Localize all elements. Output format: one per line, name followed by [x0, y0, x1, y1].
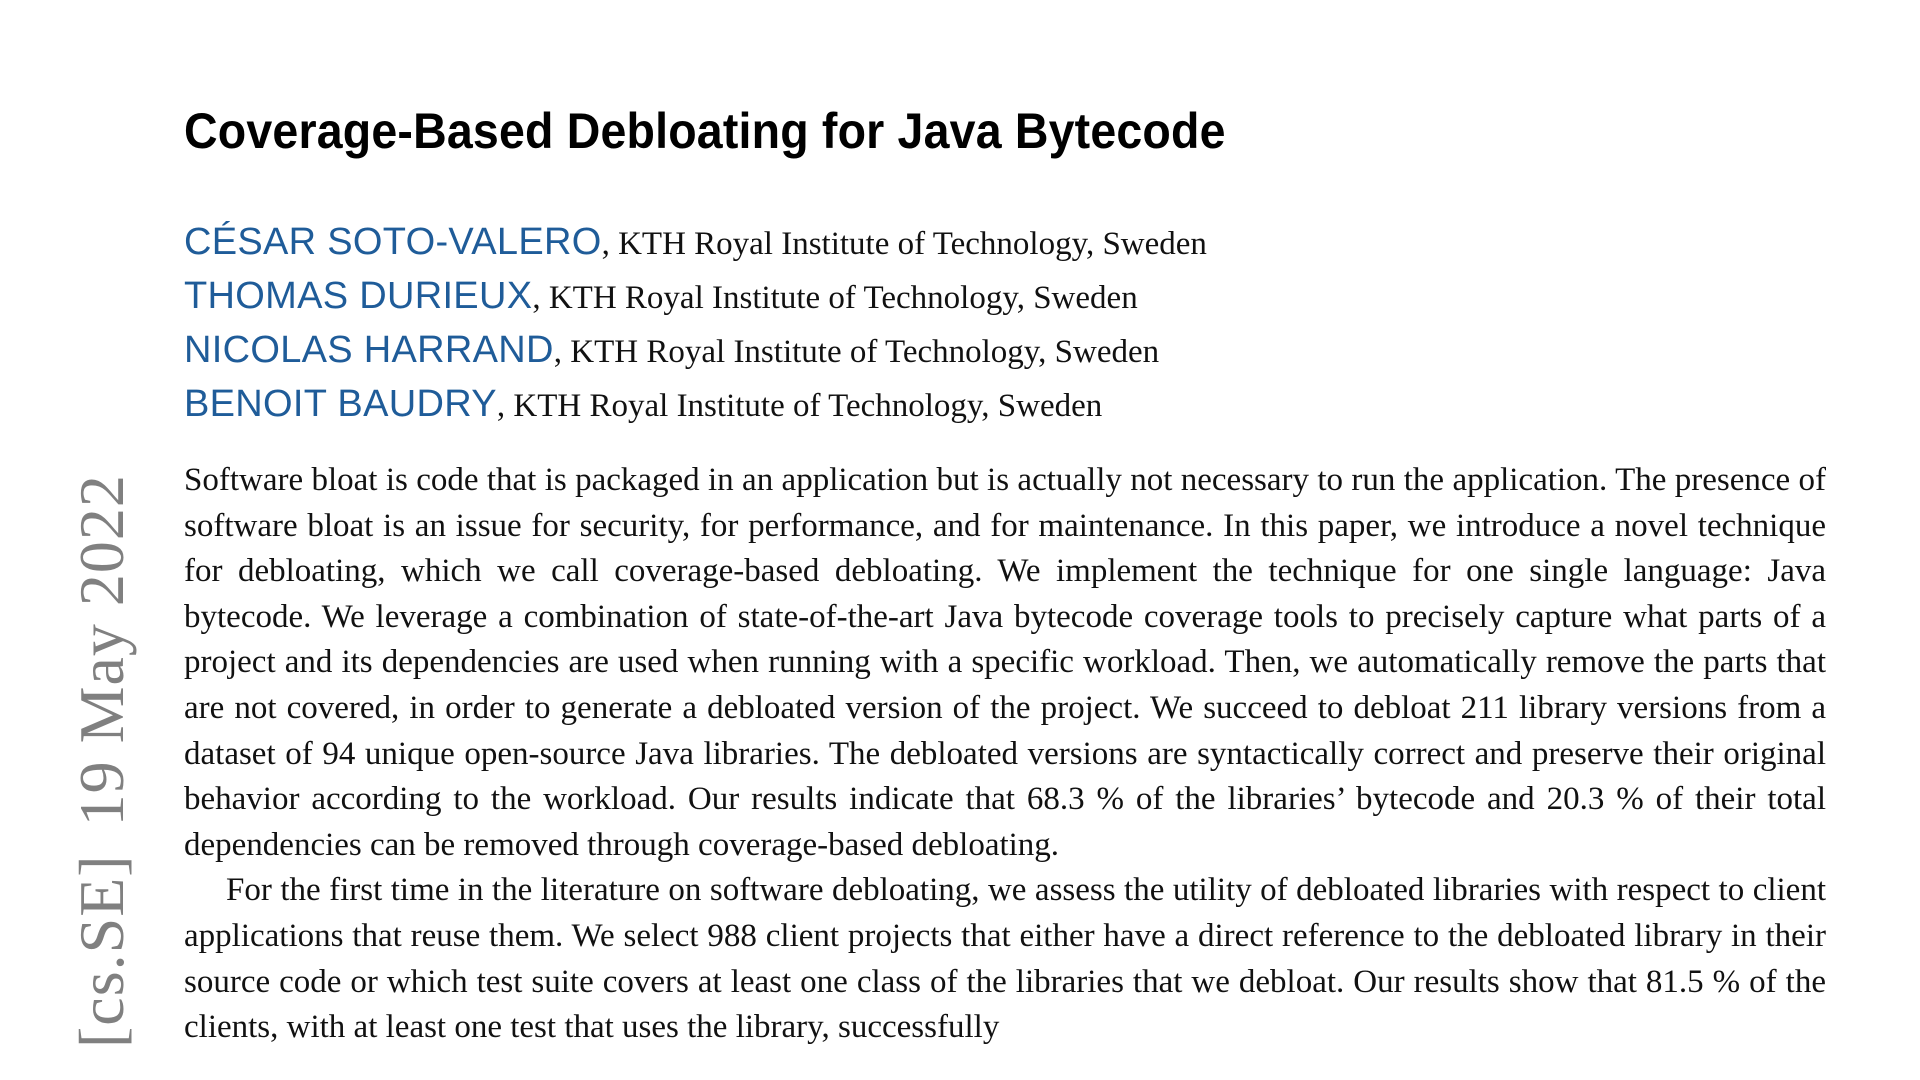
author-separator: , — [553, 334, 571, 370]
arxiv-date: 19 May 2022 — [66, 474, 137, 827]
author-separator: , — [496, 388, 514, 424]
abstract — [184, 458, 1826, 1051]
author-entry — [184, 215, 1207, 269]
author-name[interactable]: CÉSAR SOTO-VALERO — [184, 221, 602, 263]
author-entry — [184, 269, 1207, 323]
author-affiliation: KTH Royal Institute of Technology, Sweden — [513, 388, 1103, 424]
abstract-paragraph-2: For the first time in the literature on software debloating, we assess the utility of debloated libraries with respect to client applications that reuse them. We select 988 client projects that either have a direct reference to the debloated library in their source code or which test suite covers at least one class of the libraries that we debloat. Our results show that 81.5 % of the clients, with at least one test that uses the library, successfully — [184, 872, 1826, 1046]
author-name[interactable]: BENOIT BAUDRY — [184, 383, 497, 425]
author-entry — [184, 377, 1207, 431]
author-entry — [184, 323, 1207, 377]
author-name[interactable]: THOMAS DURIEUX — [184, 275, 533, 317]
arxiv-sidebar-stamp — [62, 474, 142, 1048]
author-separator: , — [601, 226, 619, 262]
author-affiliation: KTH Royal Institute of Technology, Sweden — [618, 226, 1207, 262]
abstract-paragraph-1: Software bloat is code that is packaged in an application but is actually not necessary to run the application. The presence of software bloat is an issue for security, for performance, and for maintenance. In this paper, we introduce a novel technique for debloating, which we call coverage-based debloating. We implement the technique for one single language: Java bytecode. We leverage a combination of state-of-the-art Java bytecode coverage tools to precisely capture what parts of a project and its dependencies are used when running with a specific workload. Then, we automatically remove the parts that are not covered, in order to generate a debloated version of the project. We succeed to debloat 211 library versions from a dataset of 94 unique open-source Java libraries. The debloated versions are syntactically correct and preserve their original behavior according to the workload. Our results indicate that 68.3 % of the libraries’ bytecode and 20.3 % of their total dependencies can be removed through coverage-based debloating. — [184, 462, 1826, 863]
paper-title: Coverage-Based Debloating for Java Bytecode — [184, 103, 1226, 159]
author-list — [184, 215, 1207, 431]
author-affiliation: KTH Royal Institute of Technology, Sweden — [548, 280, 1138, 316]
author-affiliation: KTH Royal Institute of Technology, Sweden — [570, 334, 1160, 370]
author-separator: , — [532, 280, 549, 316]
author-name[interactable]: NICOLAS HARRAND — [184, 329, 554, 371]
arxiv-category: [cs.SE] — [66, 854, 137, 1048]
